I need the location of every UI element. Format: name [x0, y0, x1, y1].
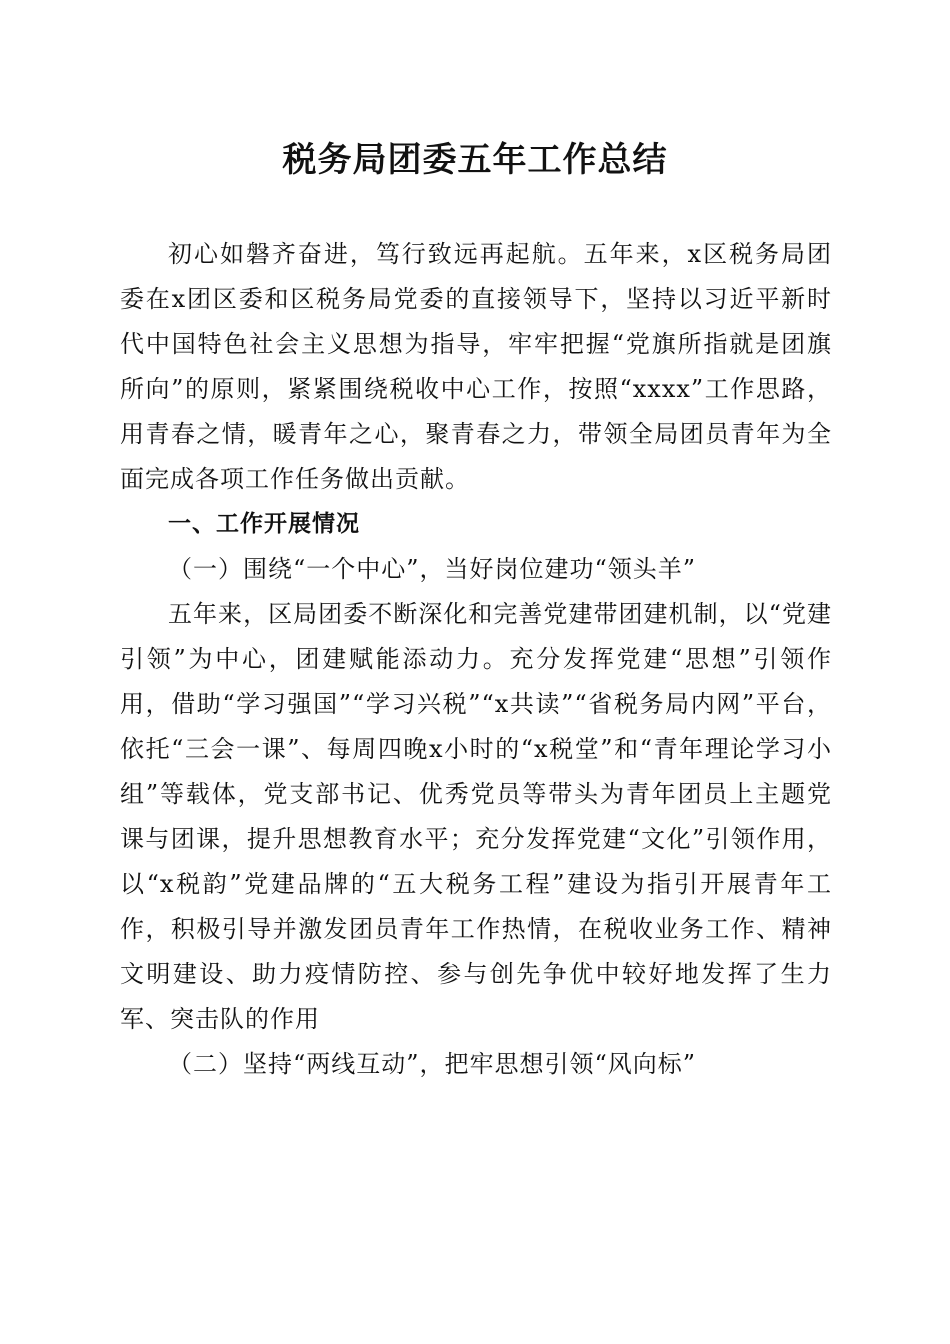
section-heading-work-status: 一、工作开展情况: [168, 511, 360, 537]
intro-paragraph: 初心如磐齐奋进，笃行致远再起航。五年来，x区税务局团委在x团区委和区税务局党委的直接领导下，坚持以习近平新时代中国特色社会主义思想为指导，牢牢把握“党旗所指就是团旗所向”的原则，紧紧围绕税收中心工作，按照“xxxx”工作思路，用青春之情，暖青年之心，聚青春之力，带领全局团员青年为全面完成各项工作任务做出贡献。: [120, 240, 832, 493]
document-body: [120, 232, 832, 1087]
subsection-one-paragraph: 五年来，区局团委不断深化和完善党建带团建机制，以“党建引领”为中心，团建赋能添动力。充分发挥党建“思想”引领作用，借助“学习强国”“学习兴税”“x共读”“省税务局内网”平台，依托“三会一课”、每周四晚x小时的“x税堂”和“青年理论学习小组”等载体，党支部书记、优秀党员等带头为青年团员上主题党课与团课，提升思想教育水平；充分发挥党建“文化”引领作用，以“x税韵”党建品牌的“五大税务工程”建设为指引开展青年工作，积极引导并激发团员青年工作热情，在税收业务工作、精神文明建设、助力疫情防控、参与创先争优中较好地发挥了生力军、突击队的作用: [120, 600, 832, 1033]
subsection-heading-two-lines: （二）坚持“两线互动”，把牢思想引领“风向标”: [168, 1050, 697, 1078]
document-title: 税务局团委五年工作总结: [282, 140, 668, 180]
subsection-heading-one-center: （一）围绕“一个中心”，当好岗位建功“领头羊”: [168, 555, 697, 583]
